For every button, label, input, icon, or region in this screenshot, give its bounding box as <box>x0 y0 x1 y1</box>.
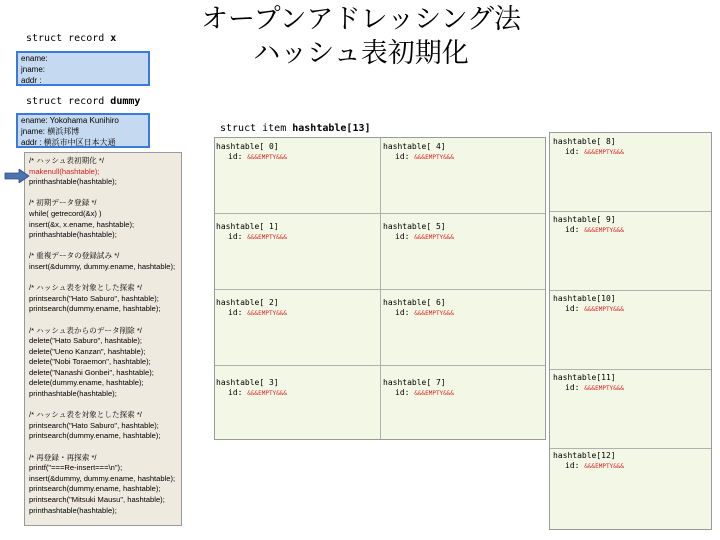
hashtable-slot-2 <box>216 298 287 319</box>
slot-id <box>553 304 624 315</box>
record-dummy-field-addr: addr : 横浜市中区日本大通 <box>21 138 116 147</box>
slot-id-value: &&&EMPTY&&& <box>414 154 455 161</box>
code-line: /* ハッシュ表を対象とした探索 */ <box>29 283 142 293</box>
slot-label: hashtable[ 4] <box>383 142 446 151</box>
slot-id-value: &&&EMPTY&&& <box>584 385 625 392</box>
code-line: printhashtable(hashtable); <box>29 177 117 187</box>
page-title-line-2: ハッシュ表初期化 <box>253 38 469 68</box>
slot-id-prefix: id: <box>395 308 415 317</box>
code-line: /* ハッシュ表初期化 */ <box>29 156 104 165</box>
code-line: printsearch("Hato Saburo", hashtable); <box>29 293 159 303</box>
slot-id <box>216 152 287 163</box>
slot-id-value: &&&EMPTY&&& <box>414 234 455 241</box>
slot-id-prefix: id: <box>565 383 585 392</box>
hashtable-slot-7 <box>383 378 454 399</box>
slot-id-prefix: id: <box>395 388 415 397</box>
code-line <box>29 442 177 453</box>
code-line <box>29 315 177 326</box>
slot-id-prefix: id: <box>565 304 585 313</box>
slot-label: hashtable[ 9] <box>553 215 616 224</box>
hashtable-slot-3 <box>216 378 287 399</box>
code-line: insert(&x, x.ename, hashtable); <box>29 219 135 229</box>
code-line: /* 重複データの登録試み */ <box>29 251 120 261</box>
record-dummy-field-jname: jname: 横浜邦博 <box>21 127 80 136</box>
slot-id-prefix: id: <box>228 232 248 241</box>
slot-id-value: &&&EMPTY&&& <box>414 390 455 397</box>
record-x-title <box>26 33 116 44</box>
code-line: printhashtable(hashtable); <box>29 505 117 515</box>
hashtable-slot-9 <box>553 215 624 236</box>
record-dummy-field-ename: ename: Yokohama Kunihiro <box>21 116 119 125</box>
slot-id-value: &&&EMPTY&&& <box>247 234 288 241</box>
slot-id <box>216 308 287 319</box>
slot-id-value: &&&EMPTY&&& <box>584 463 625 470</box>
record-x-box <box>16 51 150 86</box>
slot-label: hashtable[11] <box>553 373 616 382</box>
hashtable-slot-1 <box>216 222 287 243</box>
slot-id-prefix: id: <box>565 461 585 470</box>
code-line: delete("Hato Saburo", hashtable); <box>29 336 143 346</box>
slot-id-prefix: id: <box>228 152 248 161</box>
slot-id-prefix: id: <box>228 388 248 397</box>
code-line: delete("Nanashi Gonbei", hashtable); <box>29 367 154 377</box>
grid-divider <box>550 211 711 212</box>
code-line <box>29 273 177 284</box>
grid-divider <box>380 138 381 439</box>
code-line: insert(&dummy, dummy.ename, hashtable); <box>29 473 176 483</box>
slot-id <box>383 308 454 319</box>
hashtable-slot-5 <box>383 222 454 243</box>
slot-label: hashtable[ 3] <box>216 378 279 387</box>
code-line: /* ハッシュ表を対象とした探索 */ <box>29 410 142 420</box>
slot-id <box>216 388 287 399</box>
record-dummy-box <box>16 113 150 148</box>
code-line: makenull(hashtable); <box>29 166 100 176</box>
slot-id-value: &&&EMPTY&&& <box>584 306 625 313</box>
page-title <box>196 2 526 70</box>
current-line-arrow-icon <box>4 169 30 183</box>
record-x-field-addr: addr : <box>21 76 42 85</box>
slot-id-prefix: id: <box>565 147 585 156</box>
slot-id <box>553 461 624 472</box>
grid-divider <box>550 369 711 370</box>
code-line: /* 初期データ登録 */ <box>29 198 97 208</box>
record-x-field-jname: jname: <box>21 65 46 74</box>
slot-label: hashtable[ 6] <box>383 298 446 307</box>
code-line: delete("Ueno Kanzan", hashtable); <box>29 346 146 356</box>
slot-label: hashtable[12] <box>553 451 616 460</box>
code-line: printf("===Re-insert===\n"); <box>29 463 123 473</box>
grid-divider <box>550 290 711 291</box>
record-x-field-ename: ename: <box>21 54 48 63</box>
code-line: while( getrecord(&x) ) <box>29 208 102 218</box>
code-line: delete("Nobi Toraemon", hashtable); <box>29 357 151 367</box>
code-line: printhashtable(hashtable); <box>29 230 117 240</box>
grid-divider <box>550 448 711 449</box>
slot-label: hashtable[ 5] <box>383 222 446 231</box>
slot-id <box>553 225 624 236</box>
slot-id-value: &&&EMPTY&&& <box>414 310 455 317</box>
code-line: /* 再登録・再探索 */ <box>29 452 97 462</box>
record-dummy-title <box>26 96 140 107</box>
hashtable-slot-6 <box>383 298 454 319</box>
slot-id-prefix: id: <box>228 308 248 317</box>
code-line: printsearch(dummy.ename, hashtable); <box>29 304 161 314</box>
slot-id <box>383 388 454 399</box>
code-line: delete(dummy.ename, hashtable); <box>29 378 144 388</box>
record-dummy-title-name: dummy <box>110 96 141 107</box>
code-line: printsearch("Mitsuki Mausu", hashtable); <box>29 495 165 504</box>
slot-label: hashtable[ 7] <box>383 378 446 387</box>
code-line <box>29 400 177 411</box>
slot-label: hashtable[ 0] <box>216 142 279 151</box>
code-line: printsearch("Hato Saburo", hashtable); <box>29 420 159 430</box>
slot-id-prefix: id: <box>395 232 415 241</box>
hashtable-slot-4 <box>383 142 454 163</box>
hashtable-slot-10 <box>553 294 624 315</box>
hashtable-slot-12 <box>553 451 624 472</box>
record-dummy-title-prefix: struct record <box>26 96 111 107</box>
page-title-line-1: オープンアドレッシング法 <box>200 4 522 34</box>
hashtable-title-name: hashtable[13] <box>292 123 371 134</box>
slot-id-prefix: id: <box>395 152 415 161</box>
slot-id-value: &&&EMPTY&&& <box>584 149 625 156</box>
code-line: printhashtable(hashtable); <box>29 389 117 399</box>
hashtable-title-prefix: struct item <box>220 123 293 134</box>
record-x-title-prefix: struct record <box>26 33 111 44</box>
slot-id <box>383 152 454 163</box>
code-line <box>29 241 177 252</box>
slot-id-value: &&&EMPTY&&& <box>247 310 288 317</box>
slot-id-value: &&&EMPTY&&& <box>584 227 625 234</box>
slot-label: hashtable[10] <box>553 294 616 303</box>
code-line: insert(&dummy, dummy.ename, hashtable); <box>29 261 176 271</box>
slot-id-value: &&&EMPTY&&& <box>247 390 288 397</box>
hashtable-title <box>220 123 371 134</box>
code-line: /* ハッシュ表からのデータ削除 */ <box>29 325 142 335</box>
hashtable-slot-0 <box>216 142 287 163</box>
slot-id <box>553 383 624 394</box>
slot-id <box>216 232 287 243</box>
code-line <box>29 188 177 199</box>
code-panel <box>24 152 182 526</box>
slot-id-prefix: id: <box>565 225 585 234</box>
slot-id <box>553 147 624 158</box>
slot-label: hashtable[ 8] <box>553 137 616 146</box>
hashtable-slot-8 <box>553 137 624 158</box>
code-line: printsearch(dummy.ename, hashtable); <box>29 431 161 441</box>
slot-label: hashtable[ 2] <box>216 298 279 307</box>
code-line: printsearch(dummy.ename, hashtable); <box>29 484 161 494</box>
hashtable-slot-11 <box>553 373 624 394</box>
slot-id <box>383 232 454 243</box>
slot-id-value: &&&EMPTY&&& <box>247 154 288 161</box>
slot-label: hashtable[ 1] <box>216 222 279 231</box>
record-x-title-name: x <box>110 33 117 44</box>
